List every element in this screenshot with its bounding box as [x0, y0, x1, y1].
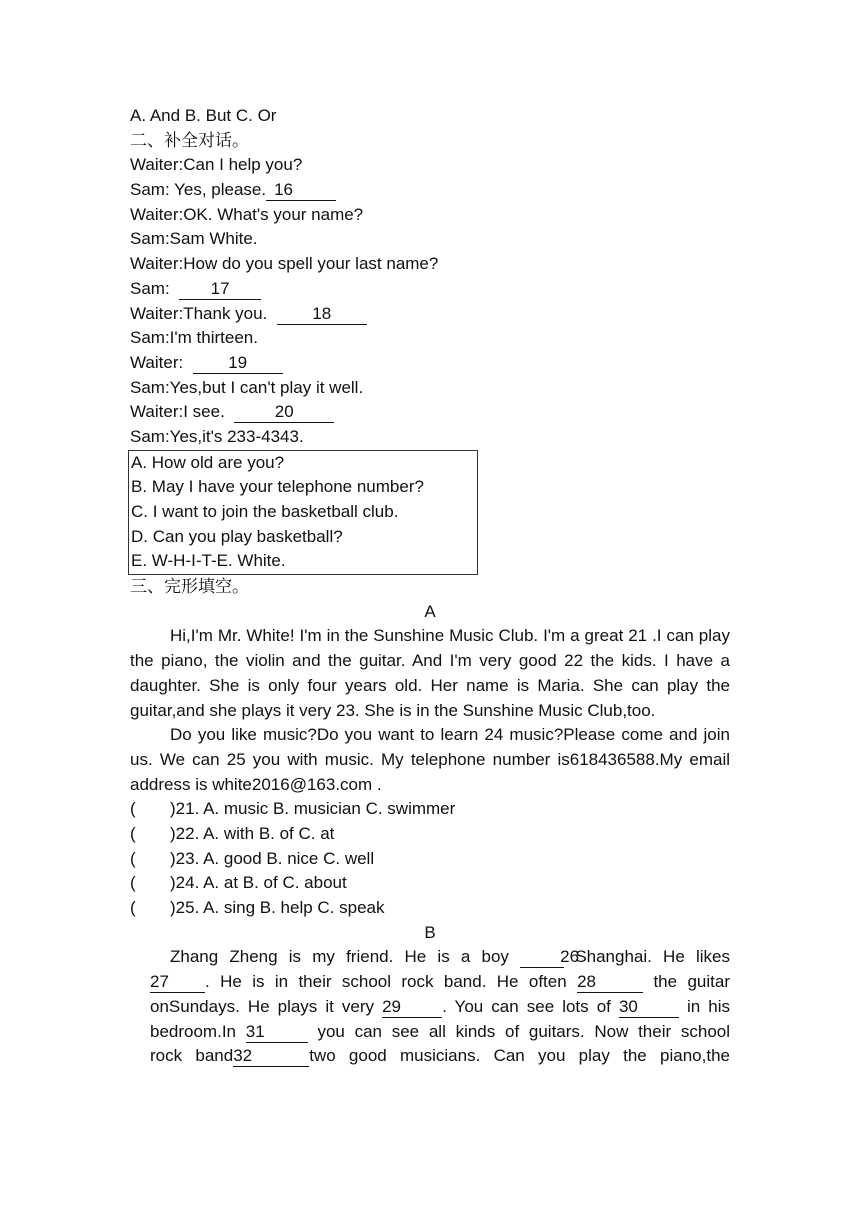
dialogue-text: Waiter:Thank you.	[130, 303, 268, 323]
answer-paren[interactable]: (	[130, 848, 136, 868]
passage-a-paragraph-1: Hi,I'm Mr. White! I'm in the Sunshine Music Club. I'm a great 21 .I can play the piano, the violin and the guitar. And I'm very good 22 the kids. I have a daughter. She is only four years old. Her name is Maria. She can play the guitar,and she plays it very 23. She is in the Sunshine Music Club,too.	[130, 626, 730, 720]
passage-b-line-2	[150, 970, 730, 995]
choice-c: C. I want to join the basketball club.	[131, 502, 399, 521]
blank-number: 31	[245, 1021, 265, 1041]
blank-number: 20	[274, 402, 294, 422]
passage-b-heading: B	[424, 922, 436, 942]
passage-b-line-1	[130, 945, 730, 970]
blank-18[interactable]	[277, 304, 367, 325]
passage-b-line-4	[150, 1020, 730, 1045]
blank-number: 27	[150, 972, 169, 992]
section-2-title: 二、补全对话。	[130, 130, 249, 150]
section-3-title: 三、完形填空。	[130, 577, 249, 597]
blank-16[interactable]	[266, 180, 336, 201]
question-23	[130, 847, 730, 872]
passage-text: you can see all kinds of guitars. Now their school	[317, 1021, 731, 1041]
passage-text: the guitar	[653, 972, 730, 992]
dialogue-line-11	[130, 400, 730, 425]
passage-text: in his	[687, 996, 731, 1016]
blank-27[interactable]	[150, 972, 205, 993]
answer-paren[interactable]: (	[130, 898, 136, 918]
dialogue-line-1: Waiter:Can I help you?	[130, 155, 303, 175]
dialogue-line-9	[130, 351, 730, 376]
passage-text: . You can see lots of	[442, 996, 611, 1016]
question-text: )25. A. sing B. help C. speak	[170, 898, 385, 918]
question-21	[130, 797, 730, 822]
blank-number: 16	[274, 180, 294, 200]
dialogue-text: Sam:	[130, 278, 170, 298]
blank-number: 29	[382, 996, 401, 1016]
blank-28[interactable]	[577, 972, 643, 993]
choice-a: A. How old are you?	[131, 452, 285, 472]
question-text: )22. A. with B. of C. at	[170, 824, 335, 844]
passage-a-paragraph-2: Do you like music?Do you want to learn 24 music?Please come and join us. We can 25 you with music. My telephone number is618436588.My email address is white2016@163.com .	[130, 725, 730, 794]
choices-box	[128, 450, 478, 575]
blank-number: 19	[228, 352, 248, 372]
question-text: )24. A. at B. of C. about	[170, 873, 347, 893]
blank-number: 26	[560, 947, 580, 967]
dialogue-text: Waiter:I see.	[130, 402, 225, 422]
question-22	[130, 822, 730, 847]
answer-paren[interactable]: (	[130, 824, 136, 844]
question-text: )23. A. good B. nice C. well	[170, 848, 375, 868]
choice-e: E. W-H-I-T-E. White.	[131, 551, 286, 571]
blank-number: 32	[233, 1046, 253, 1066]
answer-paren[interactable]: (	[130, 799, 136, 819]
choice-b: B. May I have your telephone number?	[131, 477, 424, 497]
passage-text: . He is in their school rock band. He often	[205, 972, 567, 992]
blank-17[interactable]	[179, 279, 261, 300]
document-page	[130, 104, 730, 1069]
dialogue-line-6	[130, 277, 730, 302]
dialogue-line-5: Waiter:How do you spell your last name?	[130, 254, 439, 274]
blank-31[interactable]	[246, 1022, 308, 1043]
blank-30[interactable]	[619, 997, 679, 1018]
passage-text: Shanghai. He likes	[575, 947, 730, 967]
dialogue-line-10: Sam:Yes,but I can't play it well.	[130, 377, 364, 397]
question-25	[130, 896, 730, 921]
passage-text: two good musicians. Can you play the piano,the	[309, 1046, 730, 1066]
passage-b-line-5	[150, 1044, 730, 1069]
question-24	[130, 871, 730, 896]
passage-b-line-3	[150, 995, 730, 1020]
passage-text: Zhang Zheng is my friend. He is a boy	[170, 947, 509, 967]
blank-20[interactable]	[234, 402, 334, 423]
passage-a-heading: A	[424, 601, 436, 621]
previous-question-options: A. And B. But C. Or	[130, 106, 277, 125]
passage-text: bedroom.In	[150, 1021, 236, 1041]
blank-32[interactable]	[233, 1046, 309, 1067]
dialogue-line-4: Sam:Sam White.	[130, 229, 258, 249]
dialogue-line-8: Sam:I'm thirteen.	[130, 328, 258, 348]
blank-29[interactable]	[382, 997, 442, 1018]
dialogue-line-7	[130, 302, 730, 327]
blank-19[interactable]	[193, 353, 283, 374]
blank-number: 18	[312, 303, 332, 323]
choice-d: D. Can you play basketball?	[131, 526, 343, 546]
dialogue-line-3: Waiter:OK. What's your name?	[130, 204, 364, 224]
blank-number: 17	[210, 278, 230, 298]
passage-text: onSundays. He plays it very	[150, 996, 375, 1016]
dialogue-text: Waiter:	[130, 352, 184, 372]
passage-text: rock band	[150, 1046, 234, 1066]
blank-26[interactable]	[520, 947, 580, 968]
dialogue-text: Sam: Yes, please.	[130, 180, 267, 200]
dialogue-line-2	[130, 178, 730, 203]
answer-paren[interactable]: (	[130, 873, 136, 893]
dialogue-line-12: Sam:Yes,it's 233-4343.	[130, 426, 304, 446]
blank-number: 28	[577, 972, 596, 992]
blank-number: 30	[618, 996, 638, 1016]
question-text: )21. A. music B. musician C. swimmer	[170, 799, 456, 819]
